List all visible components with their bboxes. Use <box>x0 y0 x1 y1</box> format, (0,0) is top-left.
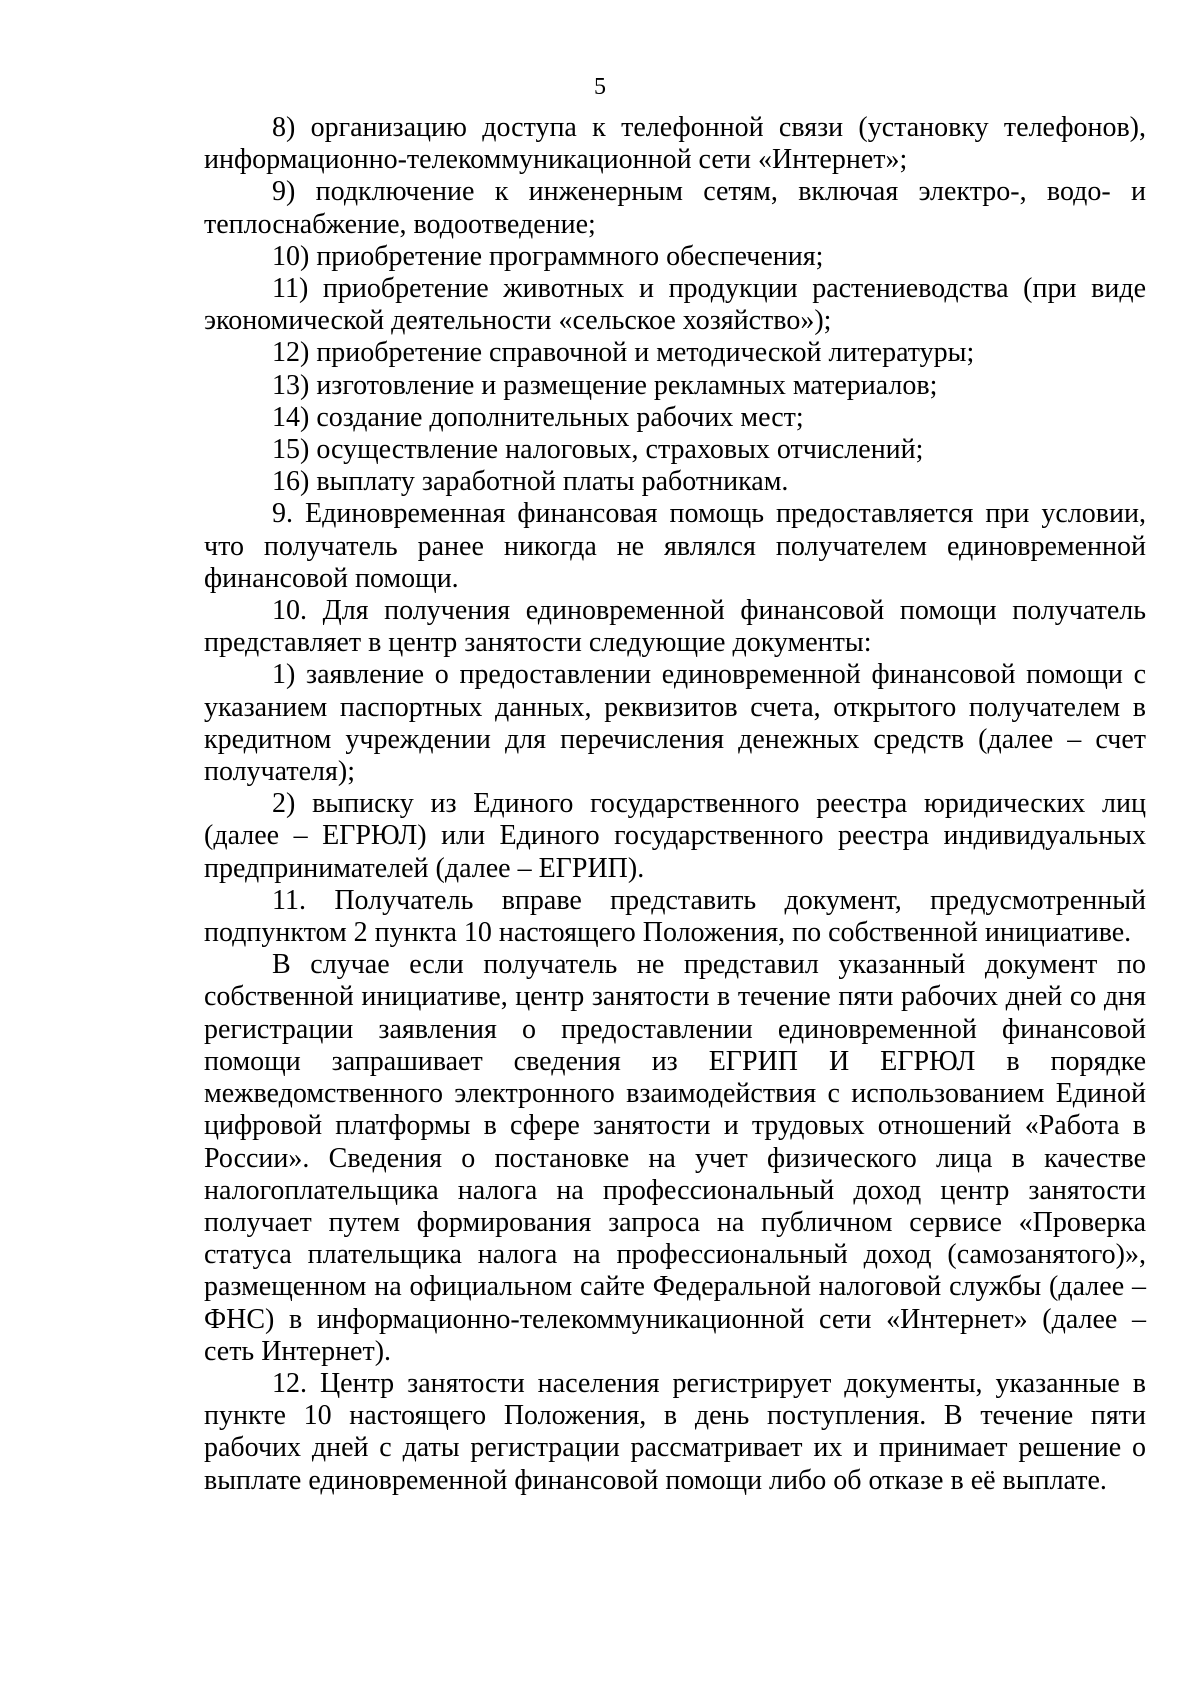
paragraph-clause-9: 9. Единовременная финансовая помощь предоставляется при условии, что получатель ранее никогда не являлся получателем единовременной финансовой помощи. <box>204 498 1146 594</box>
document-body <box>204 112 1146 1497</box>
paragraph-item-11-animals-plants: 11) приобретение животных и продукции растениеводства (при виде экономической деятельности «сельское хозяйство»); <box>204 273 1146 337</box>
page-number: 5 <box>594 74 606 100</box>
paragraph-clause-10-item-2: 2) выписку из Единого государственного реестра юридических лиц (далее – ЕГРЮЛ) или Единого государственного реестра индивидуальных предпринимателей (далее – ЕГРИП). <box>204 788 1146 884</box>
paragraph-clause-11-details: В случае если получатель не представил указанный документ по собственной инициативе, центр занятости в течение пяти рабочих дней со дня регистрации заявления о предоставлении единовременной финансовой помощи запрашивает сведения из ЕГРИП И ЕГРЮЛ в порядке межведомственного электронного взаимодействия с использованием Единой цифровой платформы в сфере занятости и трудовых отношений «Работа в России». Сведения о постановке на учет физического лица в качестве налогоплательщика налога на профессиональный доход центр занятости получает путем формирования запроса на публичном сервисе «Проверка статуса плательщика налога на профессиональный доход (самозанятого)», размещенном на официальном сайте Федеральной налоговой службы (далее – ФНС) в информационно-телекоммуникационной сети «Интернет» (далее – сеть Интернет). <box>204 949 1146 1367</box>
paragraph-item-12-literature: 12) приобретение справочной и методической литературы; <box>272 337 975 369</box>
paragraph-item-13-advertising: 13) изготовление и размещение рекламных материалов; <box>272 369 938 401</box>
paragraph-clause-10-item-1: 1) заявление о предоставлении единовременной финансовой помощи с указанием паспортных данных, реквизитов счета, открытого получателем в кредитном учреждении для перечисления денежных средств (далее – счет получателя); <box>204 659 1146 788</box>
paragraph-clause-12: 12. Центр занятости населения регистрирует документы, указанные в пункте 10 настоящего Положения, в день поступления. В течение пяти рабочих дней с даты регистрации рассматривает их и принимает решение о выплате единовременной финансовой помощи либо об отказе в её выплате. <box>204 1367 1146 1496</box>
paragraph-clause-11: 11. Получатель вправе представить документ, предусмотренный подпунктом 2 пункта 10 настоящего Положения, по собственной инициативе. <box>204 884 1146 949</box>
paragraph-item-14-jobs: 14) создание дополнительных рабочих мест; <box>272 401 804 433</box>
paragraph-clause-10: 10. Для получения единовременной финансовой помощи получатель представляет в центр занятости следующие документы: <box>204 595 1146 659</box>
paragraph-item-8-phone-internet: 8) организацию доступа к телефонной связи (установку телефонов), информационно-телекоммуникационной сети «Интернет»; <box>204 112 1146 176</box>
paragraph-item-9-utilities: 9) подключение к инженерным сетям, включая электро-, водо- и теплоснабжение, водоотведение; <box>204 176 1146 240</box>
paragraph-item-15-taxes: 15) осуществление налоговых, страховых отчислений; <box>272 434 924 466</box>
paragraph-item-10-software: 10) приобретение программного обеспечения; <box>272 240 824 272</box>
paragraph-item-16-salary: 16) выплату заработной платы работникам. <box>272 466 789 498</box>
